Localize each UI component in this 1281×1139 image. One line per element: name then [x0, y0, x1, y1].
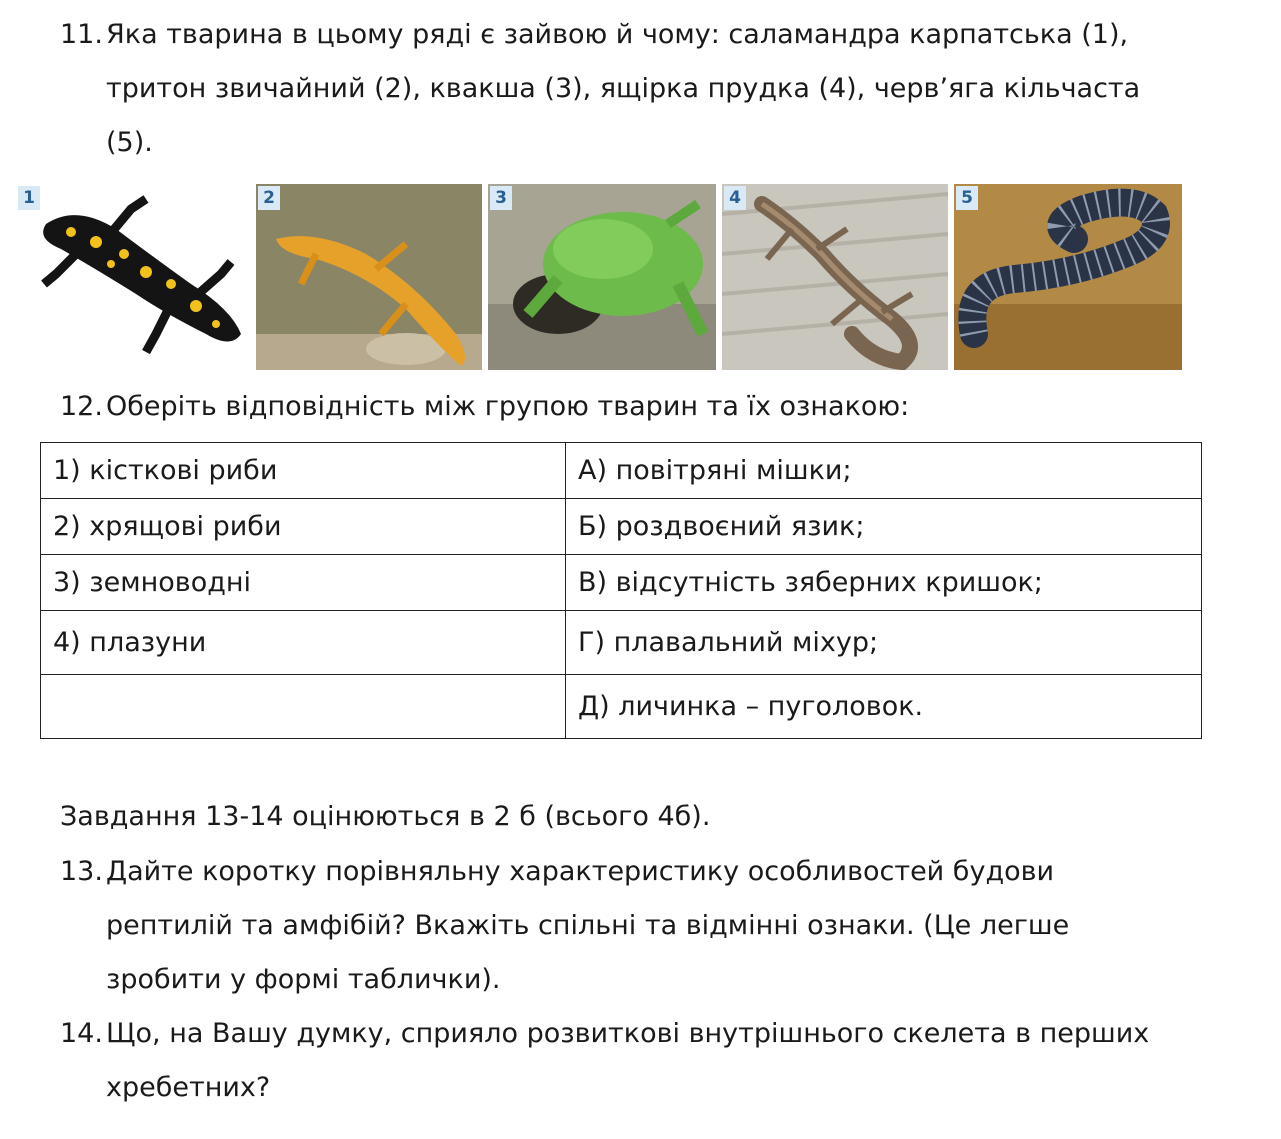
- question-text-line: тритон звичайний (2), квакша (3), ящірка прудка (4), черв’яга кільчаста: [106, 73, 1141, 104]
- photo-newt: [256, 184, 482, 370]
- photo-number: 3: [490, 186, 512, 210]
- animal-photo-strip: [16, 184, 1182, 370]
- table-row: [41, 555, 1202, 611]
- question-number: 14.: [60, 1018, 103, 1049]
- question-number: 13.: [60, 856, 103, 887]
- photo-number: 2: [258, 186, 280, 210]
- question-text-line: (5).: [106, 127, 153, 158]
- photo-salamander: [16, 184, 248, 370]
- question-text-line: Яка тварина в цьому ряді є зайвою й чому: саламандра карпатська (1),: [106, 19, 1129, 50]
- question-text-line: хребетних?: [106, 1072, 271, 1103]
- photo-tree-frog: [488, 184, 716, 370]
- question-13: [60, 845, 1230, 1007]
- table-row: [41, 499, 1202, 555]
- grading-note: Завдання 13-14 оцінюються в 2 б (всього 4б).: [60, 801, 711, 832]
- feature-cell: Д) личинка – пуголовок.: [566, 675, 1202, 739]
- question-text: Оберіть відповідність між групою тварин та їх ознакою:: [106, 391, 910, 422]
- group-cell: 4) плазуни: [41, 611, 566, 675]
- table-row: [41, 443, 1202, 499]
- question-text-line: Що, на Вашу думку, сприяло розвиткові внутрішнього скелета в перших: [106, 1018, 1150, 1049]
- group-cell: [41, 675, 566, 739]
- feature-cell: Г) плавальний міхур;: [566, 611, 1202, 675]
- feature-cell: В) відсутність зяберних кришок;: [566, 555, 1202, 611]
- photo-caecilian: [954, 184, 1182, 370]
- group-cell: 1) кісткові риби: [41, 443, 566, 499]
- feature-cell: А) повітряні мішки;: [566, 443, 1202, 499]
- photo-lizard: [722, 184, 948, 370]
- table-row: [41, 611, 1202, 675]
- photo-number: 4: [724, 186, 746, 210]
- group-cell: 2) хрящові риби: [41, 499, 566, 555]
- photo-number: 1: [18, 186, 40, 210]
- question-text-line: зробити у формі таблички).: [106, 964, 501, 995]
- question-text-line: Дайте коротку порівняльну характеристику особливостей будови: [106, 856, 1055, 887]
- feature-cell: Б) роздвоєний язик;: [566, 499, 1202, 555]
- question-14: [60, 1007, 1230, 1115]
- question-12: [60, 380, 909, 434]
- group-cell: 3) земноводні: [41, 555, 566, 611]
- question-11: [60, 8, 1230, 170]
- matching-table: [40, 442, 1202, 739]
- photo-number: 5: [956, 186, 978, 210]
- table-row: [41, 675, 1202, 739]
- question-number: 11.: [60, 19, 103, 50]
- question-text-line: рептилій та амфібій? Вкажіть спільні та відмінні ознаки. (Це легше: [106, 910, 1070, 941]
- question-number: 12.: [60, 391, 103, 422]
